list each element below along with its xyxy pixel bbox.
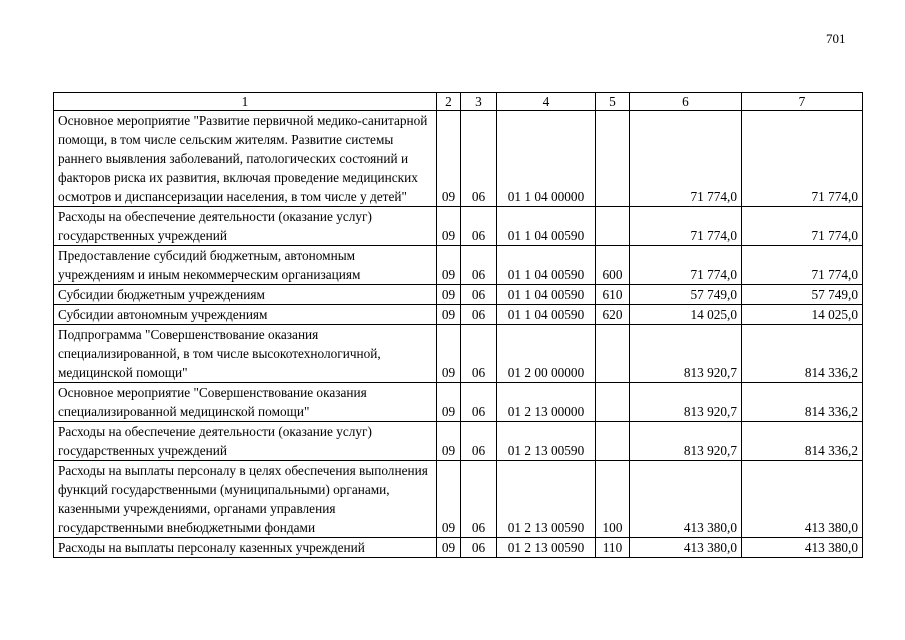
row-target-code: 01 1 04 00000 <box>497 111 596 207</box>
row-expense-type: 600 <box>596 246 630 285</box>
row-name: Расходы на выплаты персоналу в целях обеспечения выполнения функций государственными (муниципальными) органами, казенными учреждениями, органами управления государственными внебюджетными фондами <box>54 461 437 538</box>
row-sum-1: 57 749,0 <box>630 285 742 305</box>
row-subsection: 06 <box>461 285 497 305</box>
row-expense-type <box>596 207 630 246</box>
row-name: Основное мероприятие "Совершенствование оказания специализированной медицинской помощи" <box>54 383 437 422</box>
table-row <box>54 207 863 246</box>
row-section: 09 <box>437 207 461 246</box>
row-name: Расходы на выплаты персоналу казенных учреждений <box>54 538 437 558</box>
table-row <box>54 305 863 325</box>
table-row <box>54 285 863 305</box>
row-expense-type <box>596 383 630 422</box>
row-expense-type <box>596 111 630 207</box>
row-section: 09 <box>437 383 461 422</box>
row-name: Расходы на обеспечение деятельности (оказание услуг) государственных учреждений <box>54 422 437 461</box>
row-target-code: 01 2 13 00590 <box>497 461 596 538</box>
row-expense-type <box>596 325 630 383</box>
row-expense-type <box>596 422 630 461</box>
row-target-code: 01 2 13 00590 <box>497 422 596 461</box>
row-section: 09 <box>437 325 461 383</box>
row-sum-2: 413 380,0 <box>742 461 863 538</box>
row-target-code: 01 2 13 00590 <box>497 538 596 558</box>
row-sum-1: 71 774,0 <box>630 111 742 207</box>
row-expense-type: 620 <box>596 305 630 325</box>
row-subsection: 06 <box>461 325 497 383</box>
row-target-code: 01 2 13 00000 <box>497 383 596 422</box>
row-target-code: 01 1 04 00590 <box>497 246 596 285</box>
row-section: 09 <box>437 422 461 461</box>
row-subsection: 06 <box>461 383 497 422</box>
row-section: 09 <box>437 111 461 207</box>
row-sum-2: 57 749,0 <box>742 285 863 305</box>
budget-table <box>53 92 863 558</box>
header-cell: 5 <box>596 93 630 111</box>
row-name: Субсидии бюджетным учреждениям <box>54 285 437 305</box>
row-name: Подпрограмма "Совершенствование оказания специализированной, в том числе высокотехнологичной, медицинской помощи" <box>54 325 437 383</box>
row-subsection: 06 <box>461 207 497 246</box>
row-target-code: 01 2 00 00000 <box>497 325 596 383</box>
row-sum-1: 413 380,0 <box>630 461 742 538</box>
row-subsection: 06 <box>461 111 497 207</box>
row-sum-2: 814 336,2 <box>742 383 863 422</box>
table-row <box>54 246 863 285</box>
row-section: 09 <box>437 538 461 558</box>
row-sum-2: 814 336,2 <box>742 325 863 383</box>
row-sum-1: 71 774,0 <box>630 207 742 246</box>
table-row <box>54 461 863 538</box>
table-header-row <box>54 93 863 111</box>
header-cell: 4 <box>497 93 596 111</box>
row-sum-2: 71 774,0 <box>742 246 863 285</box>
header-cell: 3 <box>461 93 497 111</box>
table-row <box>54 538 863 558</box>
row-subsection: 06 <box>461 305 497 325</box>
row-sum-1: 71 774,0 <box>630 246 742 285</box>
table-row <box>54 111 863 207</box>
row-subsection: 06 <box>461 538 497 558</box>
row-target-code: 01 1 04 00590 <box>497 305 596 325</box>
row-sum-1: 813 920,7 <box>630 422 742 461</box>
row-section: 09 <box>437 246 461 285</box>
page-number: 701 <box>826 31 846 46</box>
row-expense-type: 100 <box>596 461 630 538</box>
row-section: 09 <box>437 305 461 325</box>
table-row <box>54 383 863 422</box>
row-section: 09 <box>437 461 461 538</box>
row-expense-type: 610 <box>596 285 630 305</box>
header-cell: 6 <box>630 93 742 111</box>
row-section: 09 <box>437 285 461 305</box>
row-sum-2: 71 774,0 <box>742 111 863 207</box>
header-cell: 7 <box>742 93 863 111</box>
row-sum-1: 14 025,0 <box>630 305 742 325</box>
header-cell: 1 <box>54 93 437 111</box>
row-target-code: 01 1 04 00590 <box>497 285 596 305</box>
row-name: Субсидии автономным учреждениям <box>54 305 437 325</box>
row-sum-2: 14 025,0 <box>742 305 863 325</box>
row-sum-1: 813 920,7 <box>630 383 742 422</box>
row-name: Основное мероприятие "Развитие первичной медико-санитарной помощи, в том числе сельским жителям. Развитие системы раннего выявления заболеваний, патологических состояний и факторов риска их развития, включая проведение медицинских осмотров и диспансеризации населения, в том числе у детей" <box>54 111 437 207</box>
row-subsection: 06 <box>461 246 497 285</box>
row-target-code: 01 1 04 00590 <box>497 207 596 246</box>
row-sum-1: 413 380,0 <box>630 538 742 558</box>
table-row <box>54 325 863 383</box>
row-sum-2: 814 336,2 <box>742 422 863 461</box>
row-sum-1: 813 920,7 <box>630 325 742 383</box>
row-subsection: 06 <box>461 461 497 538</box>
header-cell: 2 <box>437 93 461 111</box>
row-sum-2: 413 380,0 <box>742 538 863 558</box>
row-subsection: 06 <box>461 422 497 461</box>
row-expense-type: 110 <box>596 538 630 558</box>
row-name: Расходы на обеспечение деятельности (оказание услуг) государственных учреждений <box>54 207 437 246</box>
table-row <box>54 422 863 461</box>
row-name: Предоставление субсидий бюджетным, автономным учреждениям и иным некоммерческим организациям <box>54 246 437 285</box>
row-sum-2: 71 774,0 <box>742 207 863 246</box>
